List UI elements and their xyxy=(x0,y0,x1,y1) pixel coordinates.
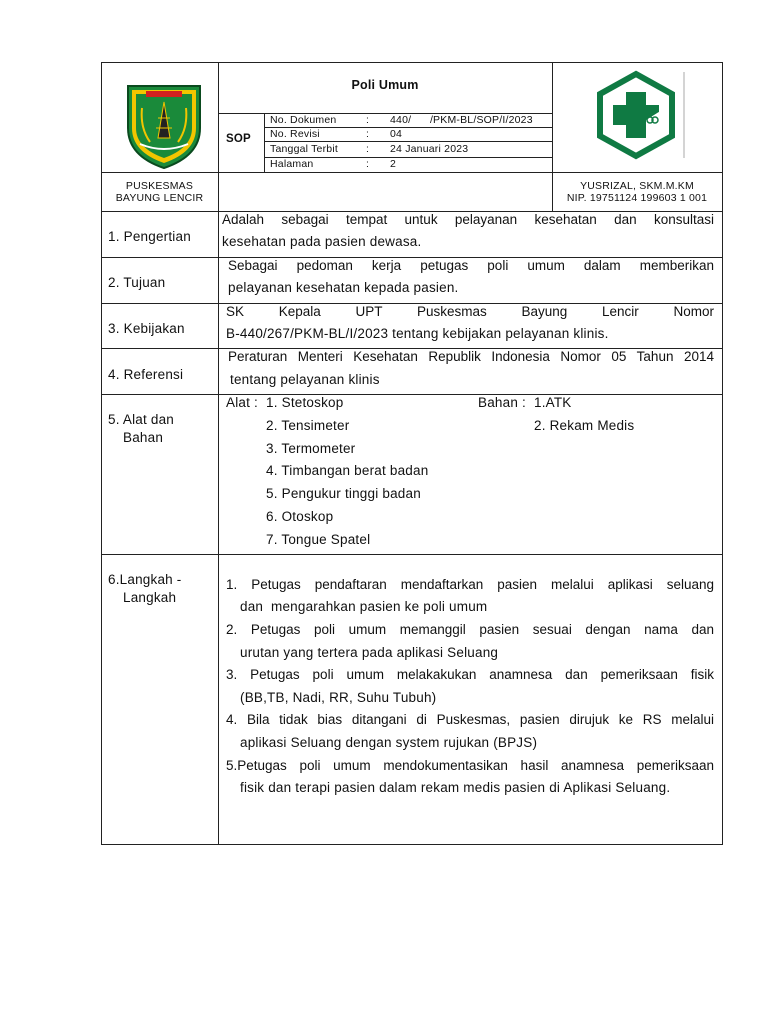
meta-sep: : xyxy=(366,143,370,155)
alat-item: 3. Termometer xyxy=(266,441,356,456)
frame-top xyxy=(101,62,723,63)
label-langkah-line1: 6.Langkah - xyxy=(108,572,182,587)
meta-value-tanggal-terbit: 24 Januari 2023 xyxy=(390,143,469,155)
frame-right xyxy=(722,62,723,845)
label-langkah-line2: Langkah xyxy=(123,590,177,605)
meta-label-no-dokumen: No. Dokumen xyxy=(270,114,337,126)
meta-label-tanggal-terbit: Tanggal Terbit xyxy=(270,143,338,155)
referensi-text-line2: tentang pelayanan klinis xyxy=(230,372,380,387)
sop-label: SOP xyxy=(226,133,251,145)
header-divider xyxy=(101,172,723,173)
tujuan-text-line2: pelayanan kesehatan kepada pasien. xyxy=(228,280,459,295)
meta-row-line-2 xyxy=(264,141,552,142)
step-1-line1: 1. Petugas pendaftaran mendaftarkan pasien melalui aplikasi seluang xyxy=(226,577,714,592)
row-divider-5 xyxy=(101,394,723,395)
meta-value-no-dokumen: 440/ /PKM-BL/SOP/I/2023 xyxy=(390,114,533,126)
tujuan-text-line1: Sebagai pedoman kerja petugas poli umum dalam memberikan xyxy=(228,258,714,273)
label-alat-bahan-line1: 5. Alat dan xyxy=(108,412,175,427)
step-4-line2: aplikasi Seluang dengan system rujukan (BPJS) xyxy=(240,735,538,750)
step-2-line2: urutan yang tertera pada aplikasi Seluang xyxy=(240,645,499,660)
label-referensi: 4. Referensi xyxy=(108,367,184,382)
puskesmas-logo xyxy=(596,70,688,160)
step-4-line1: 4. Bila tidak bias ditangani di Puskesmas, pasien dirujuk ke RS melalui xyxy=(226,712,714,727)
signatory-name: YUSRIZAL, SKM.M.KM xyxy=(580,180,694,192)
org-name-line1: PUSKESMAS xyxy=(125,180,194,192)
step-1-line2: dan mengarahkan pasien ke poli umum xyxy=(240,599,488,614)
column-divider xyxy=(218,62,219,845)
page-title: Poli Umum xyxy=(351,78,419,92)
meta-value-no-revisi: 04 xyxy=(390,128,403,140)
meta-label-no-revisi: No. Revisi xyxy=(270,128,320,140)
step-3-line1: 3. Petugas poli umum melakakukan anamnesa dan pemeriksaan fisik xyxy=(226,667,714,682)
row-divider-6 xyxy=(101,554,723,555)
alat-item: 7. Tongue Spatel xyxy=(266,532,371,547)
step-2-line1: 2. Petugas poli umum memanggil pasien sesuai dengan nama dan xyxy=(226,622,714,637)
bahan-prefix: Bahan : xyxy=(478,395,526,410)
step-3-line2: (BB,TB, Nadi, RR, Suhu Tubuh) xyxy=(240,690,437,705)
alat-item: 6. Otoskop xyxy=(266,509,334,524)
label-tujuan: 2. Tujuan xyxy=(108,275,166,290)
meta-value-halaman: 2 xyxy=(390,158,397,170)
alat-prefix: Alat : xyxy=(226,395,258,410)
alat-item: 1. Stetoskop xyxy=(266,395,344,410)
kebijakan-text-line2: B-440/267/PKM-BL/I/2023 tentang kebijakan pelayanan klinis. xyxy=(226,326,609,341)
meta-sep: : xyxy=(366,158,370,170)
kebijakan-text-line1: SK Kepala UPT Puskesmas Bayung Lencir Nomor xyxy=(226,304,714,319)
bahan-item: 2. Rekam Medis xyxy=(534,418,635,433)
referensi-text-line1: Peraturan Menteri Kesehatan Republik Indonesia Nomor 05 Tahun 2014 xyxy=(228,349,714,364)
pengertian-text-line1: Adalah sebagai tempat untuk pelayanan kesehatan dan konsultasi xyxy=(222,212,714,227)
frame-bottom xyxy=(101,844,723,845)
alat-item: 5. Pengukur tinggi badan xyxy=(266,486,421,501)
regency-emblem-logo xyxy=(122,78,206,170)
meta-sep: : xyxy=(366,114,370,126)
step-5-line2: fisik dan terapi pasien dalam rekam medis pasien di Aplikasi Seluang. xyxy=(240,780,671,795)
pengertian-text-line2: kesehatan pada pasien dewasa. xyxy=(222,234,422,249)
label-alat-bahan-line2: Bahan xyxy=(123,430,164,445)
alat-item: 2. Tensimeter xyxy=(266,418,350,433)
meta-divider-sop xyxy=(264,113,265,172)
meta-label-halaman: Halaman xyxy=(270,158,314,170)
label-kebijakan: 3. Kebijakan xyxy=(108,321,185,336)
alat-item: 4. Timbangan berat badan xyxy=(266,463,429,478)
step-5-line1: 5.Petugas poli umum mendokumentasikan hasil anamnesa pemeriksaan xyxy=(226,758,714,773)
org-name-line2: BAYUNG LENCIR xyxy=(115,192,204,204)
signatory-nip: NIP. 19751124 199603 1 001 xyxy=(566,192,708,204)
meta-sep: : xyxy=(366,128,370,140)
bahan-item: 1.ATK xyxy=(534,395,572,410)
label-pengertian: 1. Pengertian xyxy=(108,229,191,244)
